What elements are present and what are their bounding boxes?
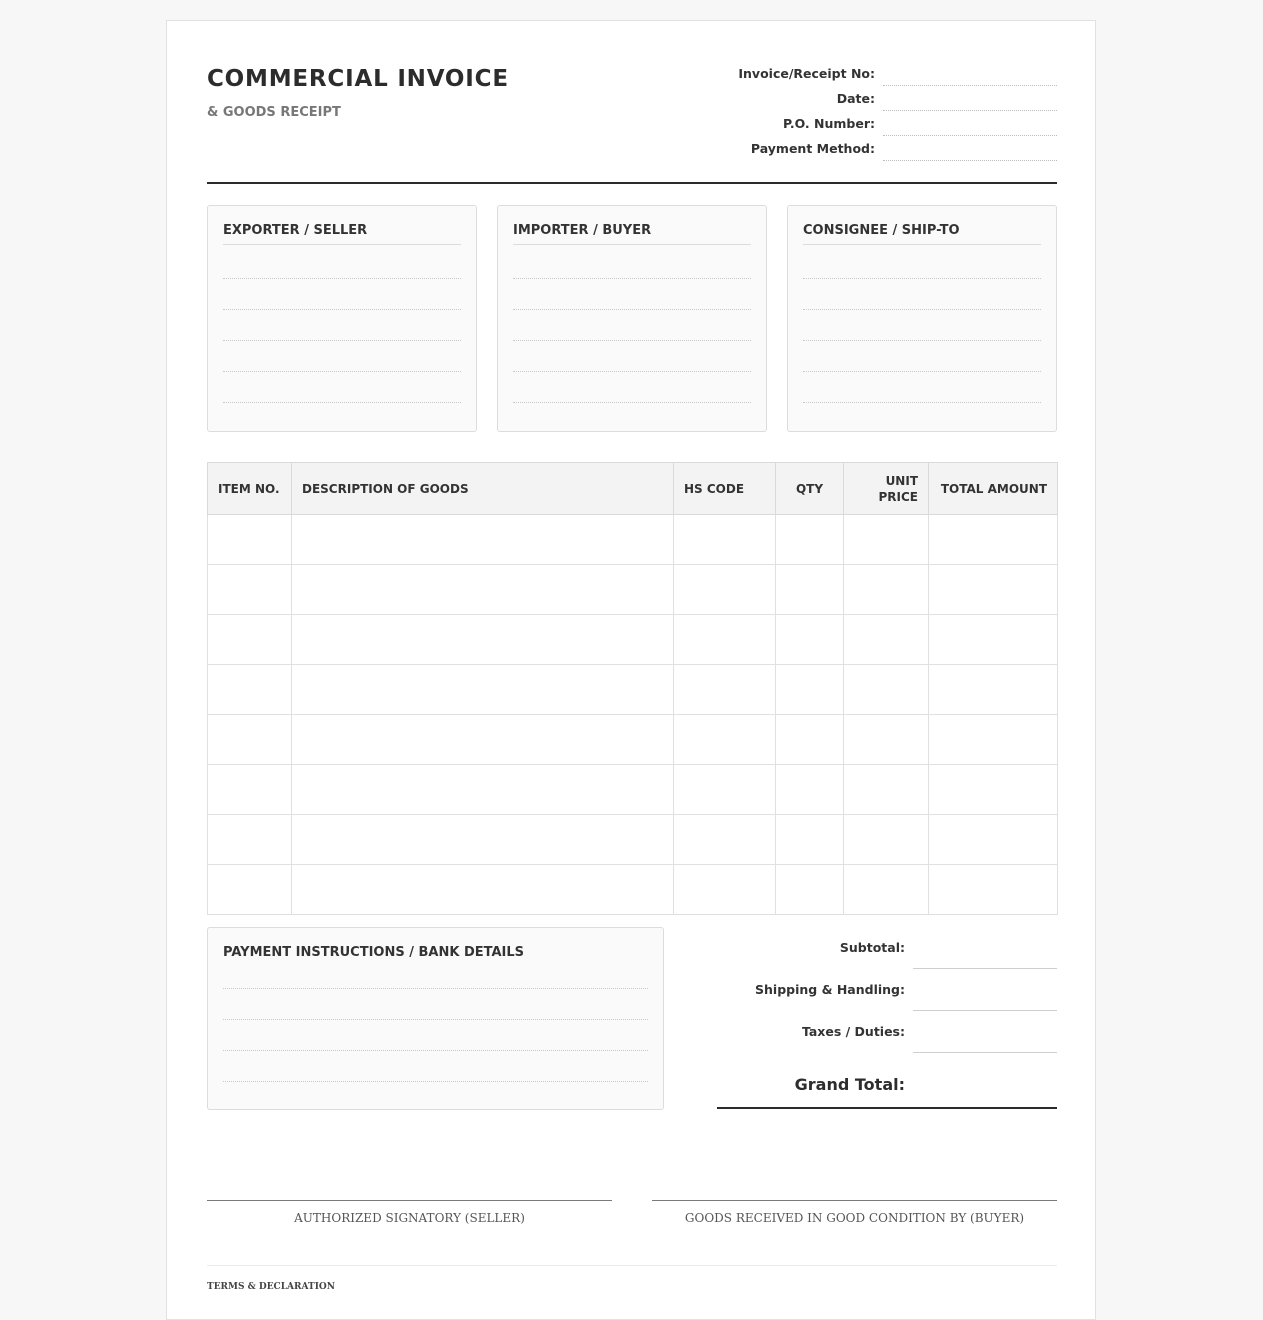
column-header-qty: QTY (776, 463, 844, 515)
header-divider (207, 182, 1057, 184)
cell-hs-code[interactable] (674, 565, 776, 615)
exporter-seller-box (207, 205, 477, 432)
cell-item-no[interactable] (208, 715, 292, 765)
cell-description[interactable] (292, 515, 674, 565)
exporter-line[interactable] (223, 372, 461, 403)
column-header-unit-price: UNIT PRICE (844, 463, 929, 515)
exporter-line[interactable] (223, 279, 461, 310)
consignee-line[interactable] (803, 341, 1041, 372)
cell-unit-price[interactable] (844, 615, 929, 665)
cell-total-amount[interactable] (929, 715, 1058, 765)
payment-line[interactable] (223, 989, 648, 1020)
meta-row-invoice-number (727, 61, 1057, 86)
buyer-signature-label: GOODS RECEIVED IN GOOD CONDITION BY (BUYER) (684, 1211, 1025, 1225)
cell-qty[interactable] (776, 815, 844, 865)
payment-method-label: Payment Method: (750, 141, 875, 156)
grand-total-row (717, 1064, 1057, 1109)
cell-description[interactable] (292, 565, 674, 615)
terms-declaration-title: TERMS & DECLARATION (207, 1282, 335, 1292)
cell-description[interactable] (292, 665, 674, 715)
cell-total-amount[interactable] (929, 765, 1058, 815)
date-field[interactable] (883, 90, 1057, 111)
invoice-sheet (166, 20, 1096, 1320)
terms-divider (207, 1265, 1057, 1266)
grand-total-label: Grand Total: (794, 1075, 905, 1094)
cell-description[interactable] (292, 615, 674, 665)
importer-line[interactable] (513, 341, 751, 372)
exporter-line[interactable] (223, 310, 461, 341)
exporter-seller-title: EXPORTER / SELLER (223, 206, 461, 245)
goods-table-body (208, 515, 1058, 915)
cell-description[interactable] (292, 715, 674, 765)
cell-hs-code[interactable] (674, 615, 776, 665)
cell-unit-price[interactable] (844, 815, 929, 865)
cell-item-no[interactable] (208, 515, 292, 565)
meta-row-payment-method (727, 136, 1057, 161)
exporter-line[interactable] (223, 341, 461, 372)
cell-total-amount[interactable] (929, 815, 1058, 865)
table-row (208, 615, 1058, 665)
cell-item-no[interactable] (208, 765, 292, 815)
po-number-field[interactable] (883, 115, 1057, 136)
table-row (208, 765, 1058, 815)
table-row (208, 715, 1058, 765)
cell-total-amount[interactable] (929, 865, 1058, 915)
cell-item-no[interactable] (208, 565, 292, 615)
payment-line[interactable] (223, 962, 648, 989)
importer-line[interactable] (513, 310, 751, 341)
table-row (208, 665, 1058, 715)
invoice-number-label: Invoice/Receipt No: (738, 66, 875, 81)
cell-item-no[interactable] (208, 615, 292, 665)
column-header-total-amount: TOTAL AMOUNT (929, 463, 1058, 515)
cell-total-amount[interactable] (929, 565, 1058, 615)
cell-hs-code[interactable] (674, 515, 776, 565)
cell-total-amount[interactable] (929, 615, 1058, 665)
cell-qty[interactable] (776, 615, 844, 665)
consignee-ship-to-box (787, 205, 1057, 432)
taxes-duties-field[interactable] (913, 1011, 1057, 1053)
cell-hs-code[interactable] (674, 865, 776, 915)
consignee-line[interactable] (803, 279, 1041, 310)
cell-hs-code[interactable] (674, 665, 776, 715)
importer-buyer-box (497, 205, 767, 432)
cell-description[interactable] (292, 815, 674, 865)
cell-hs-code[interactable] (674, 815, 776, 865)
cell-hs-code[interactable] (674, 715, 776, 765)
grand-total-field[interactable] (913, 1064, 1057, 1107)
po-number-label: P.O. Number: (782, 116, 875, 131)
importer-line[interactable] (513, 279, 751, 310)
seller-signature-label: AUTHORIZED SIGNATORY (SELLER) (294, 1211, 525, 1225)
payment-line[interactable] (223, 1051, 648, 1082)
consignee-line[interactable] (803, 245, 1041, 279)
column-header-hs-code: HS CODE (674, 463, 776, 515)
cell-qty[interactable] (776, 715, 844, 765)
cell-qty[interactable] (776, 515, 844, 565)
table-row (208, 865, 1058, 915)
cell-description[interactable] (292, 765, 674, 815)
subtotal-row (707, 927, 1057, 969)
cell-unit-price[interactable] (844, 715, 929, 765)
meta-row-date (727, 86, 1057, 111)
invoice-number-field[interactable] (883, 65, 1057, 86)
cell-total-amount[interactable] (929, 665, 1058, 715)
invoice-meta-block (727, 61, 1057, 161)
cell-qty[interactable] (776, 865, 844, 915)
document-subtitle: & GOODS RECEIPT (207, 105, 341, 120)
payment-instructions-box (207, 927, 664, 1110)
exporter-line[interactable] (223, 245, 461, 279)
table-row (208, 515, 1058, 565)
consignee-ship-to-title: CONSIGNEE / SHIP-TO (803, 206, 1041, 245)
date-label: Date: (836, 91, 875, 106)
cell-hs-code[interactable] (674, 765, 776, 815)
meta-row-po-number (727, 111, 1057, 136)
cell-qty[interactable] (776, 665, 844, 715)
cell-qty[interactable] (776, 765, 844, 815)
cell-item-no[interactable] (208, 665, 292, 715)
totals-block (707, 927, 1057, 1094)
column-header-item-no: ITEM NO. (208, 463, 292, 515)
taxes-row (707, 1011, 1057, 1053)
cell-description[interactable] (292, 865, 674, 915)
document-title: COMMERCIAL INVOICE (207, 66, 509, 92)
cell-item-no[interactable] (208, 815, 292, 865)
cell-unit-price[interactable] (844, 565, 929, 615)
shipping-row (707, 969, 1057, 1011)
subtotal-field[interactable] (913, 927, 1057, 969)
cell-total-amount[interactable] (929, 515, 1058, 565)
payment-line[interactable] (223, 1020, 648, 1051)
column-header-description: DESCRIPTION OF GOODS (292, 463, 674, 515)
importer-buyer-title: IMPORTER / BUYER (513, 206, 751, 245)
cell-unit-price[interactable] (844, 865, 929, 915)
cell-unit-price[interactable] (844, 665, 929, 715)
goods-table (207, 462, 1058, 915)
importer-line[interactable] (513, 372, 751, 403)
payment-method-field[interactable] (883, 140, 1057, 161)
subtotal-label: Subtotal: (839, 940, 905, 955)
taxes-duties-label: Taxes / Duties: (801, 1024, 905, 1039)
table-row (208, 815, 1058, 865)
cell-item-no[interactable] (208, 865, 292, 915)
cell-qty[interactable] (776, 565, 844, 615)
consignee-line[interactable] (803, 372, 1041, 403)
consignee-line[interactable] (803, 310, 1041, 341)
shipping-handling-field[interactable] (913, 969, 1057, 1011)
table-row (208, 565, 1058, 615)
buyer-signature-line[interactable] (652, 1200, 1057, 1201)
goods-table-header-row (208, 463, 1058, 515)
seller-signature-line[interactable] (207, 1200, 612, 1201)
importer-line[interactable] (513, 245, 751, 279)
shipping-handling-label: Shipping & Handling: (755, 982, 905, 997)
cell-unit-price[interactable] (844, 765, 929, 815)
cell-unit-price[interactable] (844, 515, 929, 565)
payment-instructions-title: PAYMENT INSTRUCTIONS / BANK DETAILS (223, 945, 525, 960)
